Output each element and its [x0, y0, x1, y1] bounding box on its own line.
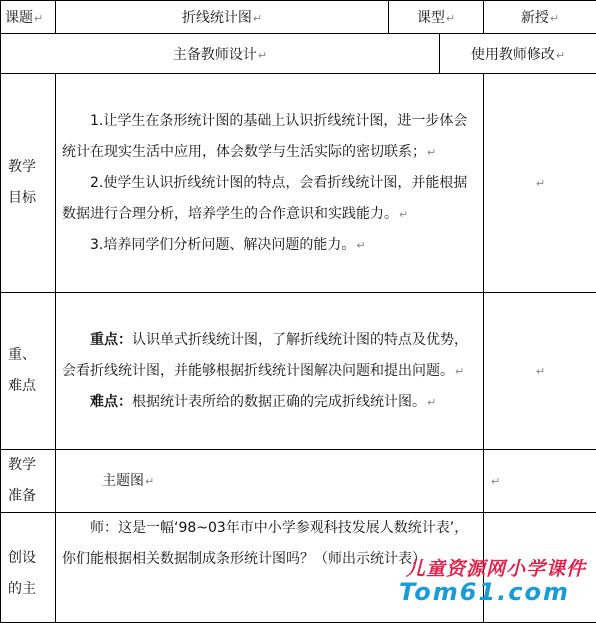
key-row — [1, 293, 596, 450]
watermark — [394, 554, 592, 604]
intro-content-text: 师：这是一幅‘98~03年市中小学参观科技发展人数统计表’，你们能根据相关数据制成条形统计图吗？（师出示统计表） — [62, 520, 468, 567]
paragraph-mark: ↵ — [253, 12, 262, 25]
prep-label-1: 教学 — [8, 450, 55, 481]
subheader-row — [1, 34, 596, 74]
course-title-cell — [56, 1, 389, 34]
prep-label-2: 准备 — [8, 481, 55, 512]
paragraph-mark: ↵ — [399, 208, 408, 221]
main-design-label: 主备教师设计 — [173, 47, 257, 63]
prep-content-cell — [56, 450, 484, 513]
hard-point-heading: 难点： — [90, 394, 132, 410]
goals-modify-cell — [484, 74, 596, 293]
watermark-logo: Tom61.com — [399, 578, 570, 606]
paragraph-mark: ↵ — [536, 365, 545, 378]
goal-2-text: 2.使学生认识折线统计图的特点，会看折线统计图，并能根据数据进行合理分析，培养学生的合作意识和实践能力。 — [62, 175, 467, 222]
intro-label-cell — [1, 513, 56, 623]
prep-content — [62, 466, 477, 497]
prep-content-text: 主题图 — [102, 473, 144, 489]
main-design-cell — [1, 34, 440, 74]
key-point-text: 认识单式折线统计图，了解折线统计图的特点及优势，会看折线统计图，并能够根据折线统计图解决问题和提出问题。 — [62, 332, 468, 379]
watermark-chinese: 儿童资源网小学课件 — [406, 554, 586, 581]
key-label-2: 难点 — [8, 371, 55, 402]
hard-point-text: 根据统计表所给的数据正确的完成折线统计图。 — [132, 394, 426, 410]
paragraph-mark: ↵ — [427, 146, 436, 159]
paragraph-mark: ↵ — [550, 12, 559, 25]
type-value-cell — [484, 1, 596, 34]
key-content-cell — [56, 293, 484, 450]
intro-label-1: 创设 — [8, 543, 55, 574]
type-value: 新授 — [521, 10, 549, 26]
goal-2 — [62, 168, 477, 230]
intro-label-2: 的主 — [8, 574, 55, 605]
type-label-cell — [389, 1, 484, 34]
key-point-heading: 重点： — [90, 332, 132, 348]
paragraph-mark: ↵ — [356, 239, 365, 252]
paragraph-mark: ↵ — [491, 475, 500, 488]
paragraph-mark: ↵ — [34, 12, 43, 25]
type-label: 课型 — [417, 10, 445, 26]
paragraph-mark: ↵ — [446, 12, 455, 25]
key-point — [62, 325, 477, 387]
goal-1 — [62, 106, 477, 168]
goals-row — [1, 74, 596, 293]
key-modify-cell — [484, 293, 596, 450]
paragraph-mark: ↵ — [556, 49, 565, 62]
key-label-1: 重、 — [8, 340, 55, 371]
user-modify-label: 使用教师修改 — [471, 47, 555, 63]
goals-label-2: 目标 — [8, 183, 55, 214]
course-label: 课题 — [5, 10, 33, 26]
paragraph-mark: ↵ — [258, 49, 267, 62]
course-label-cell — [1, 1, 56, 34]
paragraph-mark: ↵ — [536, 177, 545, 190]
course-title: 折线统计图 — [182, 10, 252, 26]
prep-label-cell — [1, 450, 56, 513]
goal-3 — [62, 230, 477, 261]
paragraph-mark: ↵ — [427, 396, 436, 409]
goal-1-text: 1.让学生在条形统计图的基础上认识折线统计图，进一步体会统计在现实生活中应用，体会数学与生活实际的密切联系； — [62, 113, 467, 160]
header-row — [1, 1, 596, 34]
paragraph-mark: ↵ — [455, 365, 464, 378]
paragraph-mark: ↵ — [145, 475, 154, 488]
key-label-cell — [1, 293, 56, 450]
prep-modify-cell — [484, 450, 596, 513]
goals-label-1: 教学 — [8, 152, 55, 183]
hard-point — [62, 387, 477, 418]
prep-row — [1, 450, 596, 513]
goal-3-text: 3.培养同学们分析问题、解决问题的能力。 — [90, 237, 355, 253]
user-modify-cell — [440, 34, 596, 74]
goals-label-cell — [1, 74, 56, 293]
goals-content-cell — [56, 74, 484, 293]
